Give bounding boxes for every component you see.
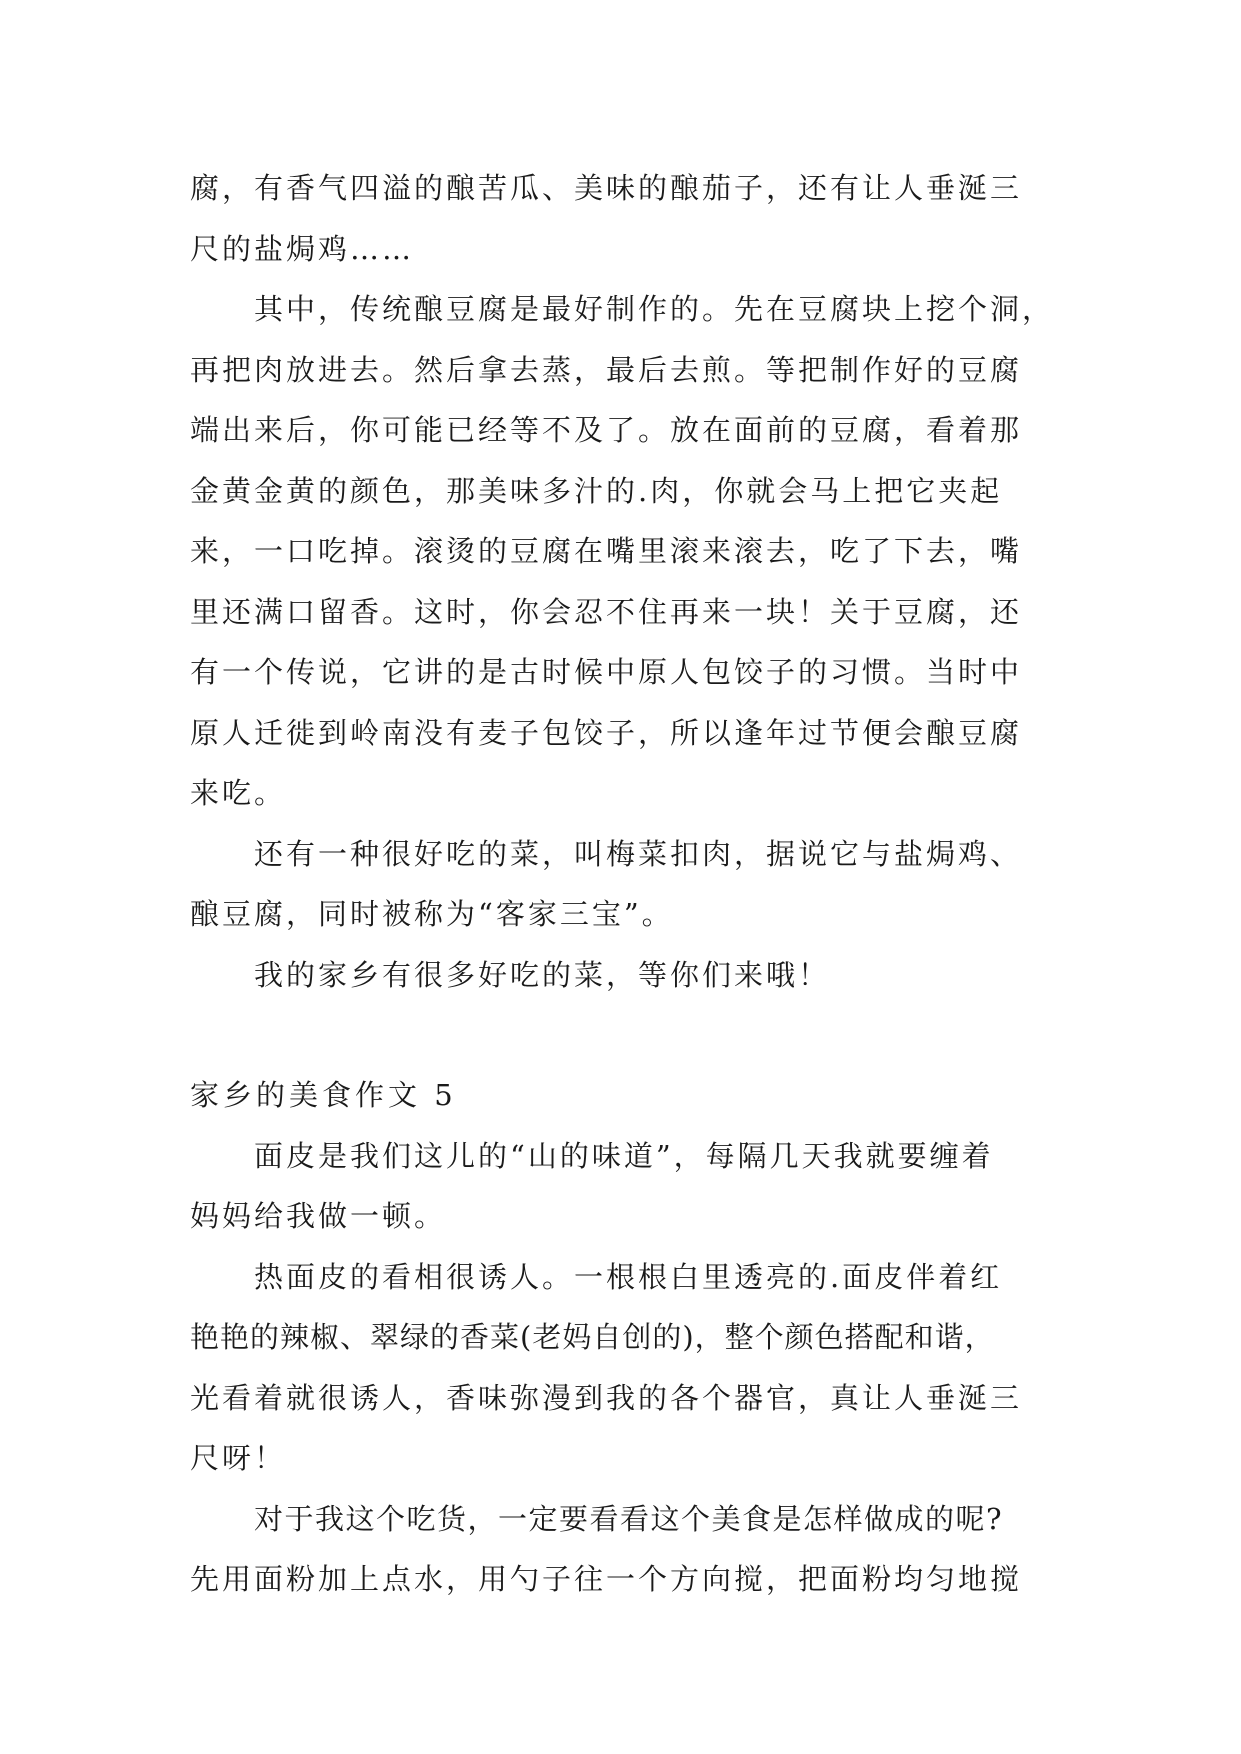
- section-gap: [190, 1005, 1052, 1065]
- text-line: 尺的盐焗鸡……: [190, 231, 415, 266]
- text-line: 酿豆腐，同时被称为“客家三宝”。: [190, 897, 674, 931]
- paragraph-hakka-treasures: [190, 824, 1052, 945]
- text-line: 里还满口留香。这时，你会忍不住再来一块！关于豆腐，还: [190, 594, 1023, 629]
- text-line: 来，一口吃掉。滚烫的豆腐在嘴里滚来滚去，吃了下去，嘴: [190, 534, 1023, 568]
- text-line: 端出来后，你可能已经等不及了。放在面前的豆腐，看着那: [190, 413, 1023, 447]
- paragraph-closing: [190, 945, 1052, 1006]
- text-line: 来吃。: [190, 776, 287, 810]
- paragraph-intro: [190, 1126, 1052, 1247]
- text-line: 有一个传说，它讲的是古时候中原人包饺子的习惯。当时中: [190, 655, 1023, 689]
- paragraph-stuffed-tofu: [190, 279, 1055, 824]
- essay-title: 家乡的美食作文 5: [190, 1078, 457, 1112]
- text-line: 金黄金黄的颜色，那美味多汁的.肉，你就会马上把它夹起: [190, 473, 1003, 508]
- text-line: 先用面粉加上点水，用勺子往一个方向搅，把面粉均匀地搅: [190, 1562, 1023, 1596]
- text-line: 再把肉放进去。然后拿去蒸，最后去煎。等把制作好的豆腐: [190, 352, 1023, 387]
- text-line: 其中，传统酿豆腐是最好制作的。先在豆腐块上挖个洞，: [254, 292, 1055, 326]
- text-line: 原人迁徙到岭南没有麦子包饺子，所以逢年过节便会酿豆腐: [190, 715, 1023, 750]
- text-line: 光看着就很诱人，香味弥漫到我的各个器官，真让人垂涎三: [190, 1380, 1023, 1415]
- text-line: 对于我这个吃货，一定要看看这个美食是怎样做成的呢?: [254, 1501, 1004, 1536]
- paragraph-appearance: [190, 1247, 1052, 1489]
- text-line: 妈妈给我做一顿。: [190, 1199, 447, 1233]
- text-line: 尺呀！: [190, 1441, 287, 1475]
- text-line: 还有一种很好吃的菜，叫梅菜扣肉，据说它与盐焗鸡、: [254, 836, 1023, 871]
- document-page: [190, 158, 1055, 1610]
- paragraph-making: [190, 1489, 1052, 1610]
- text-line: 热面皮的看相很诱人。一根根白里透亮的.面皮伴着红: [254, 1259, 1003, 1294]
- text-line: 艳艳的辣椒、翠绿的香菜(老妈自创的)，整个颜色搭配和谐，: [190, 1320, 995, 1354]
- text-line: 面皮是我们这儿的“山的味道”，每隔几天我就要缠着: [254, 1138, 994, 1173]
- paragraph-continuation: [190, 158, 1052, 279]
- text-line: 我的家乡有很多好吃的菜，等你们来哦！: [254, 957, 831, 992]
- text-line: 腐，有香气四溢的酿苦瓜、美味的酿茄子，还有让人垂涎三: [190, 171, 1023, 205]
